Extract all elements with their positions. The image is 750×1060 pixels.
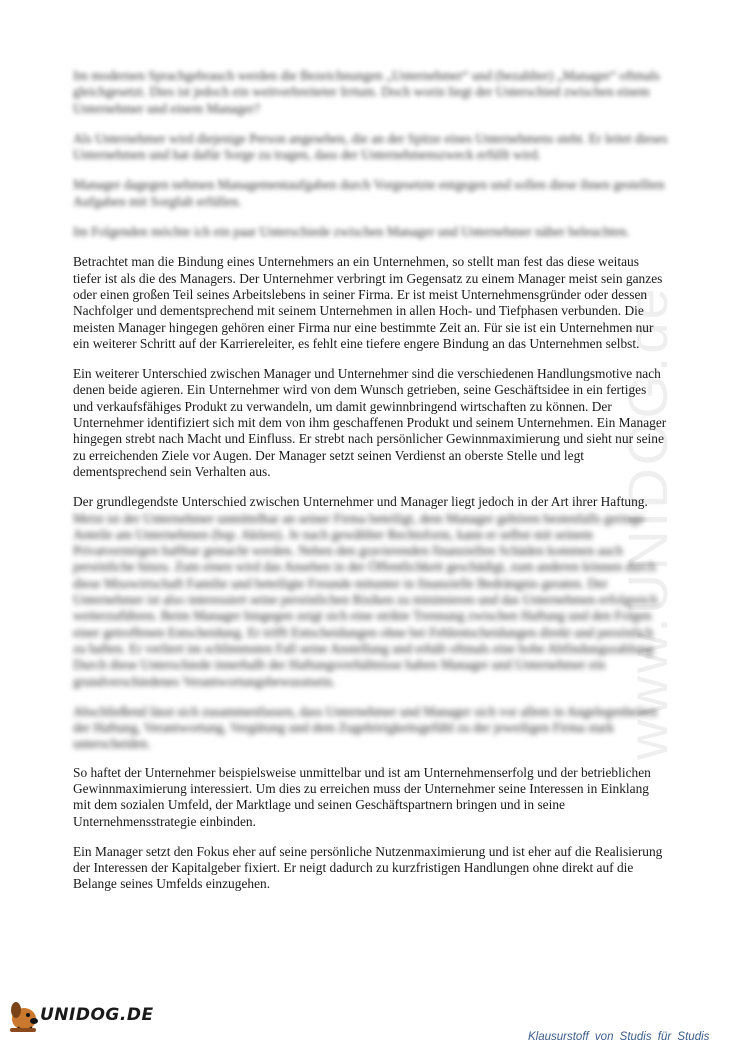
logo-text: UNIDOG.DE (40, 1005, 154, 1025)
paragraph-bindung: Betrachtet man die Bindung eines Unternehmers an ein Unternehmen, so stellt man fest das diese weitaus tiefer ist als die des Managers. Der Unternehmer verbringt im Gegensatz zu einem Manager meist sein ganzes oder einen großen Teil seines Arbeitslebens in seiner Firma. Er ist meist Unternehmensgründer oder dessen Nachfolger und dementsprechend mit seinem Unternehmen in allen Hoch- und Tiefphasen verbunden. Die meisten Manager hingegen gehören einer Firma nur eine bestimmte Zeit an. Für sie ist ein Unternehmen nur ein weiterer Schritt auf der Karriereleiter, es fehlt eine tiefere engere Bindung an das Unternehmen selbst. (73, 254, 663, 351)
blurred-paragraph: Meist ist der Unternehmer unmittelbar an seiner Firma beteiligt, dem Manager gehören bestenfalls geringe Anteile am Unternehmen (bsp. Aktien). Je nach gewählter Rechtsform, kann er selbst mit seinem Privatvermögen haftbar gemacht werden. Neben den gravierenden finanziellen Schäden kommen auch persönliche hinzu. Zum einen wird das Ansehen in der Öffentlichkeit geschädigt, zum anderen können durch diese Misswirtschaft Familie und beteiligte Freunde mitunter in finanzielle Bedrängnis geraten. Der Unternehmer ist also interessiert seine persönlichen Risiken zu minimieren und das Unternehmen erfolgreich weiterzuführen. Beim Manager hingegen zeigt sich eine strikte Trennung zwischen Haftung und den Folgen einer getroffenen Entscheidung. Er trifft Entscheidungen ohne bei Fehlentscheidungen direkt und persönlich zu haften. Er verliert im schlimmsten Fall seine Anstellung und erhält oftmals eine hohe Abfindungszahlung. Durch diese Unterschiede innerhalb der Haftungsverhältnisse haben Manager und Unternehmer ein grundverschiedenes Verantwortungsbewusstsein. (73, 510, 658, 689)
paragraph-haftung-intro: Der grundlegendste Unterschied zwischen Unternehmer und Manager liegt jedoch in der Art ihrer Haftung. (73, 494, 648, 510)
blurred-paragraph: Im modernen Sprachgebrauch werden die Bezeichnungen „Unternehmer“ und (bezahlter) „Manager“ oftmals gleichgesetzt. Dies ist jedoch ein weitverbreiteter Irrtum. Doch worin liegt der Unterschied zwischen einem Unternehmer und einem Manager? (73, 68, 660, 116)
blurred-paragraph: Abschließend lässt sich zusammenfassen, dass Unternehmer und Manager sich vor allem in Angelegenheiten der Haftung, Verantwortung, Vergütung und dem Zugehörigkeitsgefühl zu der jeweiligen Firma stark unterscheiden. (73, 703, 658, 752)
document-body (73, 68, 669, 907)
blurred-paragraph: Manager dagegen nehmen Managementaufgaben durch Vorgesetzte entgegen und sollen diese ihnen gestellten Aufgaben mit Sorgfalt erfüllen. (73, 177, 665, 209)
paragraph-handlungsmotive: Ein weiterer Unterschied zwischen Manager und Unternehmer sind die verschiedenen Handlungsmotive nach denen beide agieren. Ein Unternehmer wird von dem Wunsch getrieben, seine Geschäftsidee in ein fertiges und verkaufsfähiges Produkt zu verwandeln, um damit gewinnbringend wirtschaften zu können. Der Unternehmer identifiziert sich mit dem von ihm geschaffenen Produkt und seinem Unternehmen. Ein Manager hingegen strebt nach Macht und Einfluss. Er strebt nach persönlicher Gewinnmaximierung und sieht nur seine zu erreichenden Ziele vor Augen. Der Manager setzt seinen Verdienst an oberste Stelle und legt dementsprechend sein Verhalten aus. (73, 366, 667, 479)
blurred-paragraph: Im Folgenden möchte ich ein paar Unterschiede zwischen Manager und Unternehmer näher beleuchten. (73, 224, 630, 240)
paragraph-manager-fokus: Ein Manager setzt den Fokus eher auf seine persönliche Nutzenmaximierung und ist eher auf die Realisierung der Interessen der Kapitalgeber fixiert. Er neigt dadurch zu kurzfristigen Handlungen ohne direkt auf die Belange seines Umfelds einzugehen. (73, 843, 663, 892)
paragraph-unternehmer-haftung: So haftet der Unternehmer beispielsweise unmittelbar und ist am Unternehmenserfolg und der betrieblichen Gewinnmaximierung interessiert. Um dies zu erreichen muss der Unternehmer seine Interessen in Einklang mit dem sozialen Umfeld, der Marktlage und seinen Geschäftspartnern bringen und in seine Unternehmensstrategie einbinden. (73, 764, 651, 829)
footer-tagline: Klausurstoff von Studis für Studis (528, 1031, 710, 1043)
watermark: www.UNIDOG.de (616, 285, 679, 760)
blurred-paragraph: Als Unternehmer wird diejenige Person angesehen, die an der Spitze eines Unternehmens steht. Er leitet dieses Unternehmen und hat dafür Sorge zu tragen, dass der Unternehmenszweck erfüllt wird. (73, 130, 668, 163)
